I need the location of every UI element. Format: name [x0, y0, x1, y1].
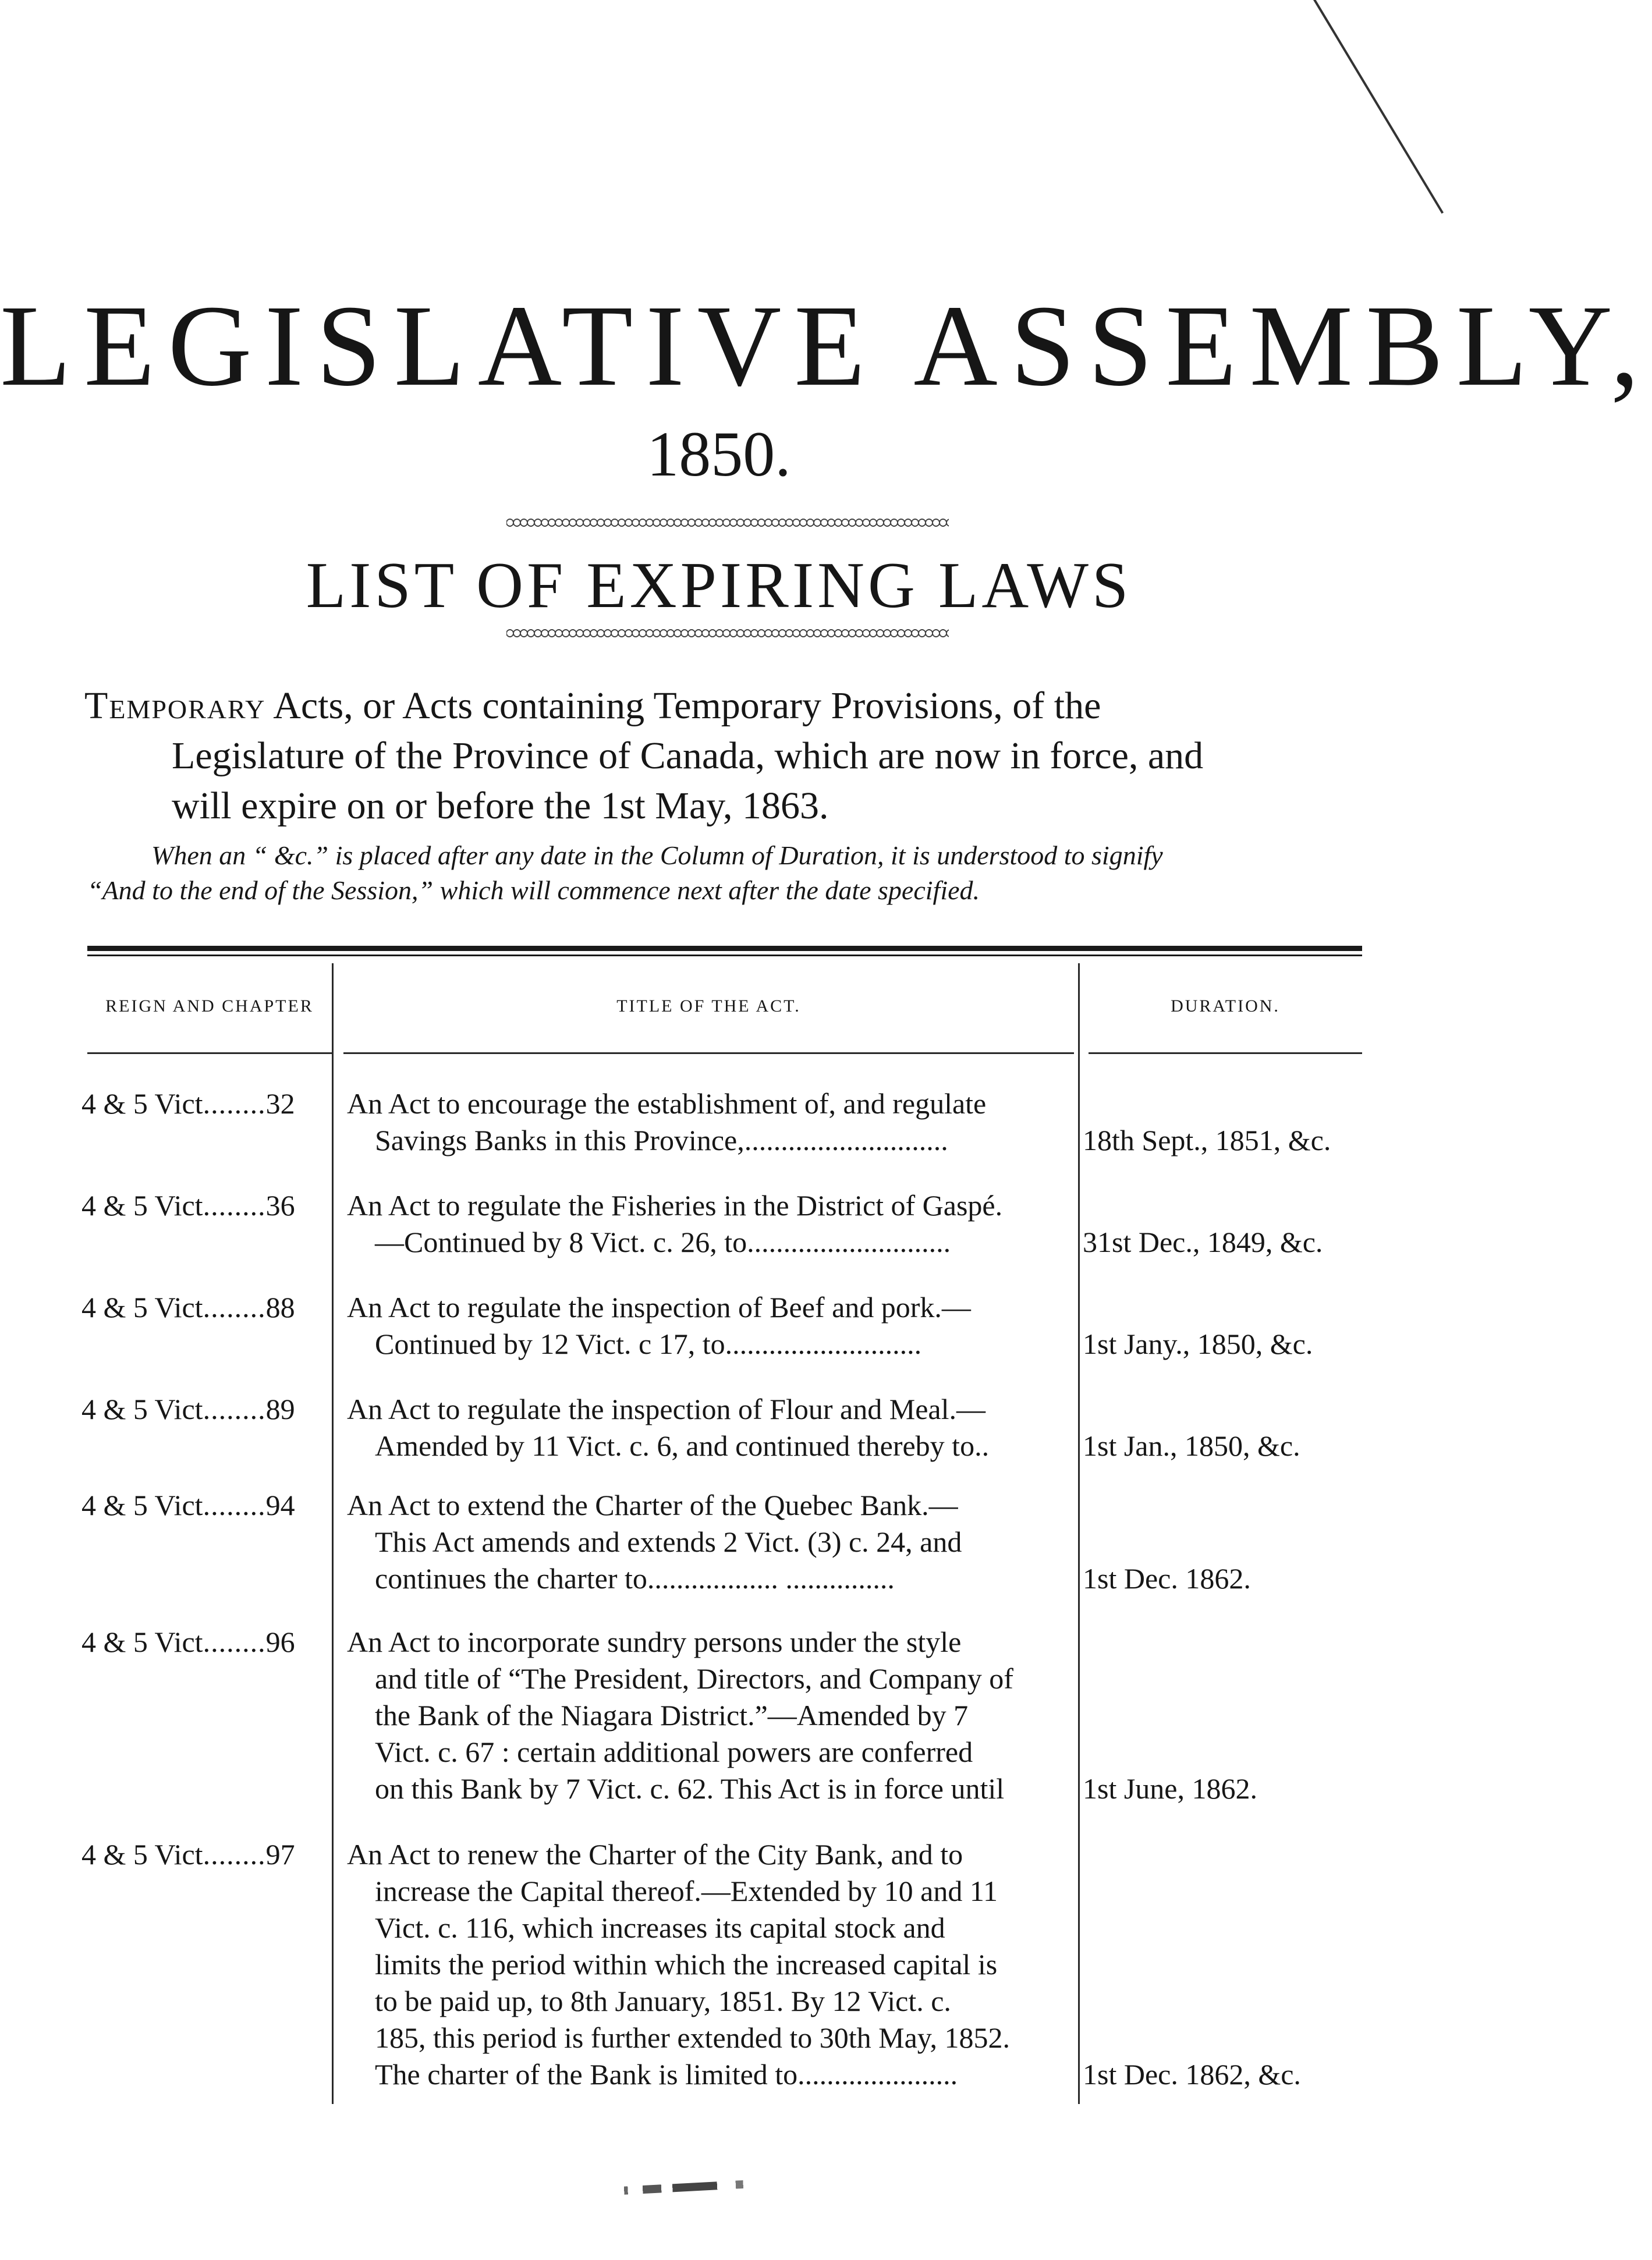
act-title-line: The charter of the Bank is limited to...................... — [375, 2058, 958, 2091]
act-title-line: This Act amends and extends 2 Vict. (3) c. 24, and — [375, 1525, 962, 1558]
chapter-number: 96 — [265, 1626, 295, 1658]
leader-dots: ........ — [203, 1087, 266, 1120]
column-divider — [332, 963, 334, 2104]
intro-line-2: Legislature of the Province of Canada, which are now in force, and — [172, 735, 1204, 777]
chapter-number: 32 — [265, 1087, 295, 1120]
act-title-line: An Act to encourage the establishment of, and regulate — [347, 1087, 987, 1120]
act-title-line: Vict. c. 67 : certain additional powers are conferred — [375, 1736, 973, 1768]
reign-and-chapter — [81, 1487, 331, 1524]
page-title: LEGISLATIVE ASSEMBLY, — [0, 282, 1652, 410]
duration-note — [87, 838, 1368, 908]
reign-and-chapter — [81, 1187, 331, 1224]
reign: 4 & 5 Vict — [81, 1393, 203, 1425]
header-rule — [87, 1052, 332, 1054]
duration: 18th Sept., 1851, &c. — [1083, 1124, 1331, 1156]
act-title-line: An Act to renew the Charter of the City Bank, and to — [347, 1838, 963, 1871]
table-top-rule-thin — [87, 955, 1362, 956]
act-title-line: An Act to regulate the Fisheries in the District of Gaspé. — [347, 1189, 1003, 1222]
act-title — [347, 1624, 1075, 1807]
act-title-line: increase the Capital thereof.—Extended by 10 and 11 — [375, 1875, 998, 1907]
act-title-line: and title of “The President, Directors, and Company of — [375, 1662, 1013, 1695]
ornamental-rule-top — [506, 518, 949, 527]
reign: 4 & 5 Vict — [81, 1626, 203, 1658]
act-title — [347, 1836, 1075, 2093]
leader-dots: ........ — [203, 1291, 266, 1324]
chapter-number: 36 — [265, 1189, 295, 1222]
leader-dots: ........ — [203, 1489, 266, 1521]
act-title — [347, 1487, 1075, 1597]
reign-and-chapter — [81, 1289, 331, 1326]
act-title-line: to be paid up, to 8th January, 1851. By 12 Vict. c. — [375, 1985, 951, 2017]
reign-and-chapter — [81, 1836, 331, 1873]
act-title — [347, 1187, 1075, 1261]
page-edge-mark — [1310, 0, 1444, 214]
act-title-line: continues the charter to.................. ............... — [375, 1562, 895, 1595]
act-title-line: —Continued by 8 Vict. c. 26, to............................ — [375, 1226, 951, 1258]
reign-and-chapter — [81, 1624, 331, 1661]
duration: 1st Dec. 1862. — [1083, 1562, 1251, 1595]
act-title — [347, 1289, 1075, 1363]
intro-smallcaps: Temporary — [84, 684, 266, 727]
act-title — [347, 1085, 1075, 1159]
duration: 1st Jan., 1850, &c. — [1083, 1429, 1300, 1462]
act-title-line: on this Bank by 7 Vict. c. 62. This Act is in force until — [375, 1772, 1005, 1805]
leader-dots: ........ — [203, 1626, 266, 1658]
act-title-line: Vict. c. 116, which increases its capital stock and — [375, 1911, 945, 1944]
reign-and-chapter — [81, 1085, 331, 1122]
duration: 1st Jany., 1850, &c. — [1083, 1328, 1313, 1360]
column-divider — [1078, 963, 1080, 2104]
year: 1850. — [647, 418, 791, 489]
column-header-duration: DURATION. — [1171, 996, 1280, 1016]
reign: 4 & 5 Vict — [81, 1189, 203, 1222]
note-line-2: “And to the end of the Session,” which will commence next after the date specified. — [87, 875, 980, 905]
duration: 1st Dec. 1862, &c. — [1083, 2058, 1301, 2091]
ornamental-rule-bottom — [506, 629, 949, 638]
act-title-line: An Act to regulate the inspection of Beef and pork.— — [347, 1291, 971, 1324]
chapter-number: 97 — [265, 1838, 295, 1871]
header-rule — [1089, 1052, 1362, 1054]
header-rule — [343, 1052, 1074, 1054]
act-title-line: Amended by 11 Vict. c. 6, and continued thereby to.. — [375, 1429, 990, 1462]
note-line-1: When an “ &c.” is placed after any date in the Column of Duration, it is understood to signify — [151, 840, 1163, 870]
table-top-rule — [87, 946, 1362, 951]
reign: 4 & 5 Vict — [81, 1087, 203, 1120]
column-header-title: TITLE OF THE ACT. — [616, 996, 801, 1016]
act-title-line: 185, this period is further extended to 30th May, 1852. — [375, 2021, 1011, 2054]
chapter-number: 89 — [265, 1393, 295, 1425]
act-title-line: Savings Banks in this Province,............................ — [375, 1124, 948, 1156]
leader-dots: ........ — [203, 1393, 266, 1425]
reign-and-chapter — [81, 1391, 331, 1428]
intro-paragraph — [84, 681, 1365, 831]
chapter-number: 88 — [265, 1291, 295, 1324]
reign: 4 & 5 Vict — [81, 1838, 203, 1871]
printer-mark — [605, 2178, 792, 2196]
act-title-line: limits the period within which the increased capital is — [375, 1948, 998, 1981]
act-title-line: Continued by 12 Vict. c 17, to........................... — [375, 1328, 922, 1360]
act-title-line: An Act to incorporate sundry persons under the style — [347, 1626, 962, 1658]
act-title-line: An Act to regulate the inspection of Flour and Meal.— — [347, 1393, 985, 1425]
act-title-line: An Act to extend the Charter of the Quebec Bank.— — [347, 1489, 958, 1521]
column-header-reign: REIGN AND CHAPTER — [105, 996, 314, 1016]
intro-line-3: will expire on or before the 1st May, 1863. — [172, 785, 829, 827]
act-title — [347, 1391, 1075, 1464]
reign: 4 & 5 Vict — [81, 1291, 203, 1324]
chapter-number: 94 — [265, 1489, 295, 1521]
act-title-line: the Bank of the Niagara District.”—Amended by 7 — [375, 1699, 969, 1732]
leader-dots: ........ — [203, 1189, 266, 1222]
duration: 1st June, 1862. — [1083, 1772, 1257, 1805]
leader-dots: ........ — [203, 1838, 266, 1871]
subtitle: LIST OF EXPIRING LAWS — [306, 549, 1132, 622]
intro-line-1: Acts, or Acts containing Temporary Provisions, of the — [265, 684, 1101, 727]
reign: 4 & 5 Vict — [81, 1489, 203, 1521]
duration: 31st Dec., 1849, &c. — [1083, 1226, 1323, 1258]
